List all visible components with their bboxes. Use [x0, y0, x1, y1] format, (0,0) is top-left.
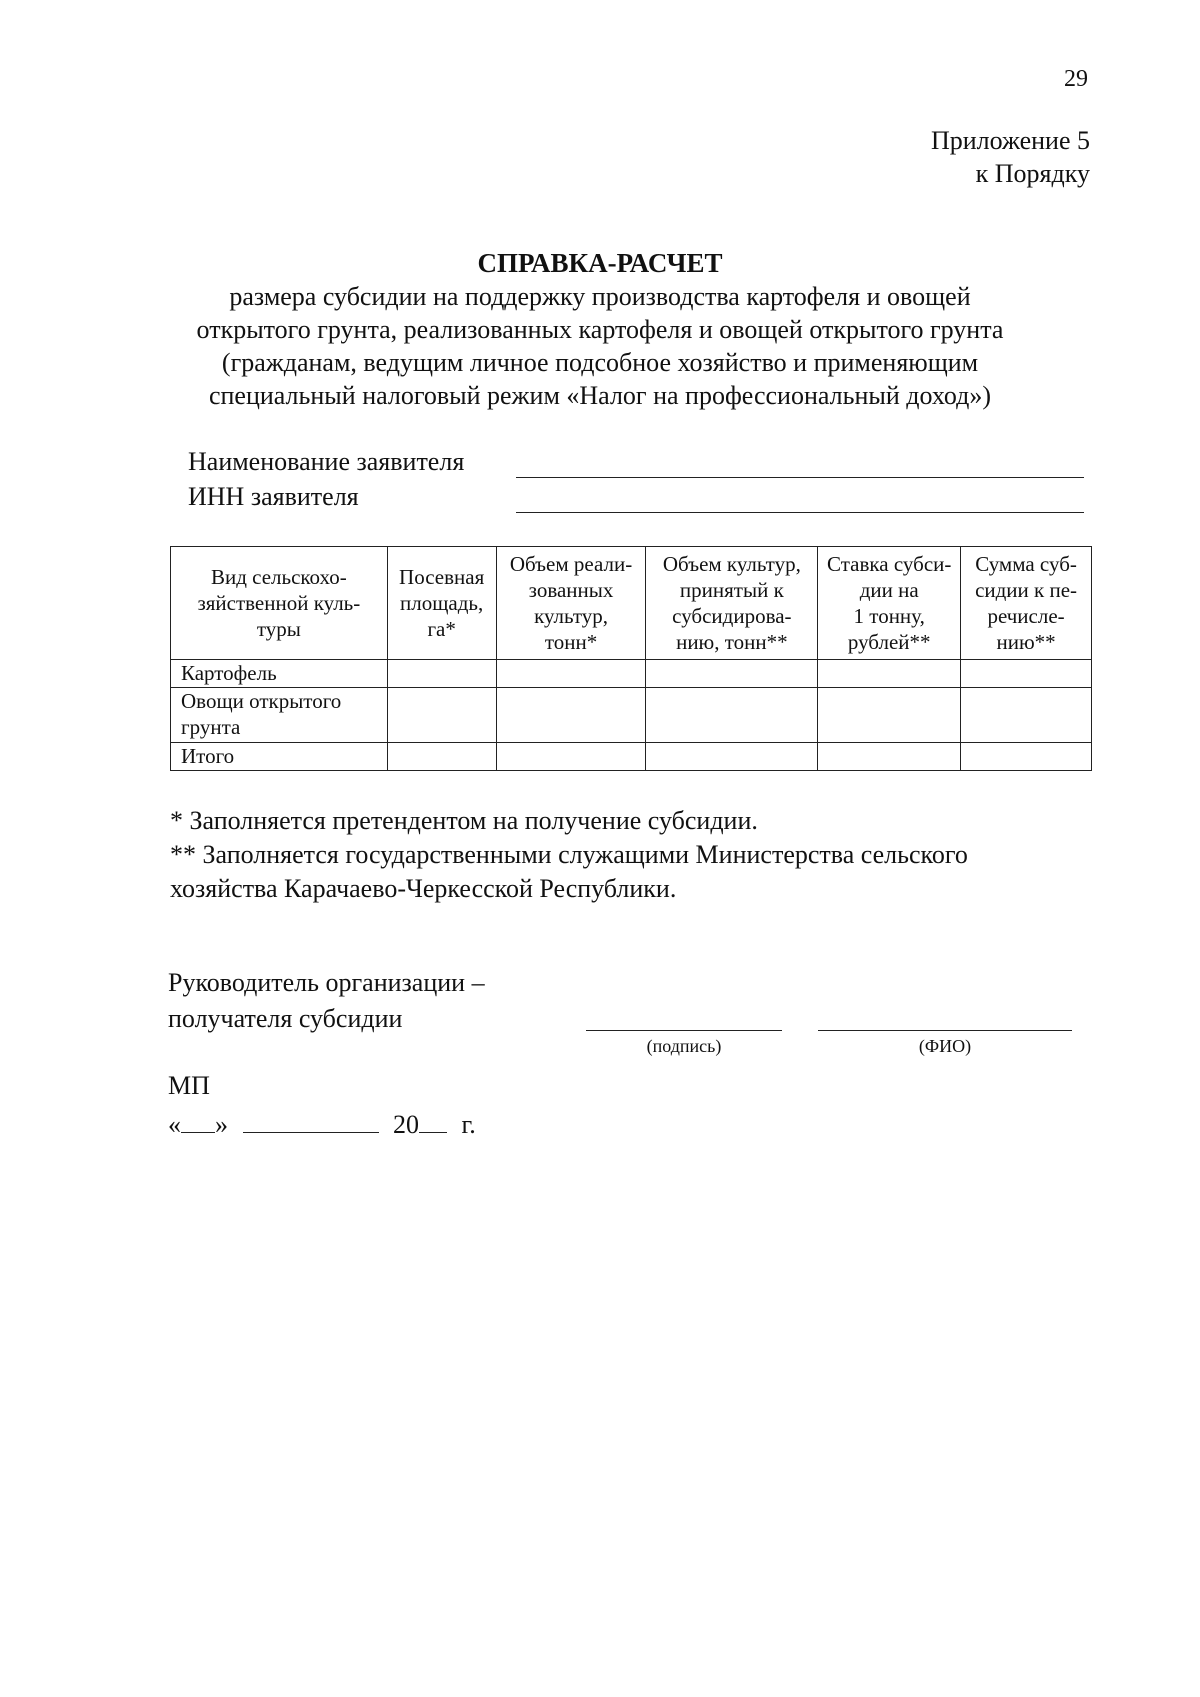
footnote-ministry: ** Заполняется государственными служащими Министерства сельского — [170, 840, 968, 869]
signature-caption: (подпись) — [646, 1036, 722, 1056]
table-cell[interactable] — [646, 743, 818, 771]
table-cell[interactable] — [961, 660, 1092, 688]
table-cell[interactable] — [496, 660, 646, 688]
table-cell[interactable] — [646, 688, 818, 743]
table-row — [171, 660, 1092, 688]
table-cell[interactable] — [961, 743, 1092, 771]
table-cell[interactable] — [961, 688, 1092, 743]
title-block — [150, 246, 1050, 412]
footnote-applicant: * Заполняется претендентом на получение субсидии. — [170, 806, 758, 835]
subtitle-line: (гражданам, ведущим личное подсобное хозяйство и применяющим — [221, 348, 979, 377]
inn-label: ИНН заявителя — [188, 482, 359, 511]
appendix-reference — [931, 124, 1090, 190]
subtitle-line: открытого грунта, реализованных картофеля и овощей открытого грунта — [196, 315, 1004, 344]
full-name-caption: (ФИО) — [918, 1036, 972, 1056]
table-header-row — [171, 547, 1092, 660]
table-cell[interactable] — [818, 660, 961, 688]
table-cell[interactable] — [387, 660, 496, 688]
full-name-field[interactable] — [818, 1030, 1072, 1031]
day-field[interactable] — [181, 1110, 215, 1133]
open-quote: « — [168, 1110, 181, 1139]
calculation-table — [170, 546, 1092, 771]
table-cell[interactable] — [818, 688, 961, 743]
header-sold-volume: Объем реали- зованных культур, тонн* — [496, 547, 646, 660]
signatory-role — [168, 965, 485, 1037]
row-label: Итого — [171, 743, 388, 771]
subtitle-line: специальный налоговый режим «Налог на профессиональный доход») — [208, 381, 992, 410]
year-prefix: 20 — [393, 1110, 419, 1139]
inn-field[interactable] — [516, 512, 1084, 513]
page-number: 29 — [1064, 66, 1088, 92]
row-label: Овощи открытого грунта — [171, 688, 388, 743]
document-title: СПРАВКА-РАСЧЕТ — [477, 248, 723, 278]
table-row — [171, 688, 1092, 743]
table-row — [171, 743, 1092, 771]
applicant-name-label: Наименование заявителя — [188, 447, 465, 476]
footnote-ministry-continued: хозяйства Карачаево-Черкесской Республики. — [170, 874, 677, 903]
header-accepted-volume: Объем культур, принятый к субсидирова- нию, тонн** — [646, 547, 818, 660]
table-cell[interactable] — [818, 743, 961, 771]
header-subsidy-rate: Ставка субси- дии на 1 тонну, рублей** — [818, 547, 961, 660]
close-quote: » — [215, 1110, 228, 1139]
year-suffix: г. — [461, 1110, 476, 1139]
table-cell[interactable] — [646, 660, 818, 688]
signatory-role-line: получателя субсидии — [168, 1004, 403, 1033]
header-crop-type: Вид сельскохо- зяйственной куль- туры — [171, 547, 388, 660]
year-field[interactable] — [419, 1110, 447, 1133]
table-cell[interactable] — [387, 688, 496, 743]
signatory-role-line: Руководитель организации – — [168, 968, 485, 997]
table-cell[interactable] — [387, 743, 496, 771]
footnotes — [170, 804, 1070, 906]
row-label: Картофель — [171, 660, 388, 688]
header-sown-area: Посевная площадь, га* — [387, 547, 496, 660]
month-field[interactable] — [243, 1110, 379, 1133]
header-subsidy-amount: Сумма суб- сидии к пе- речисле- нию** — [961, 547, 1092, 660]
appendix-order-line: к Порядку — [975, 159, 1090, 188]
subtitle-line: размера субсидии на поддержку производства картофеля и овощей — [229, 282, 971, 311]
stamp-place: МП — [168, 1071, 210, 1100]
applicant-name-field[interactable] — [516, 477, 1084, 478]
table-cell[interactable] — [496, 688, 646, 743]
appendix-line: Приложение 5 — [930, 126, 1090, 155]
date-line — [168, 1110, 476, 1140]
signature-field[interactable] — [586, 1030, 782, 1031]
table-cell[interactable] — [496, 743, 646, 771]
